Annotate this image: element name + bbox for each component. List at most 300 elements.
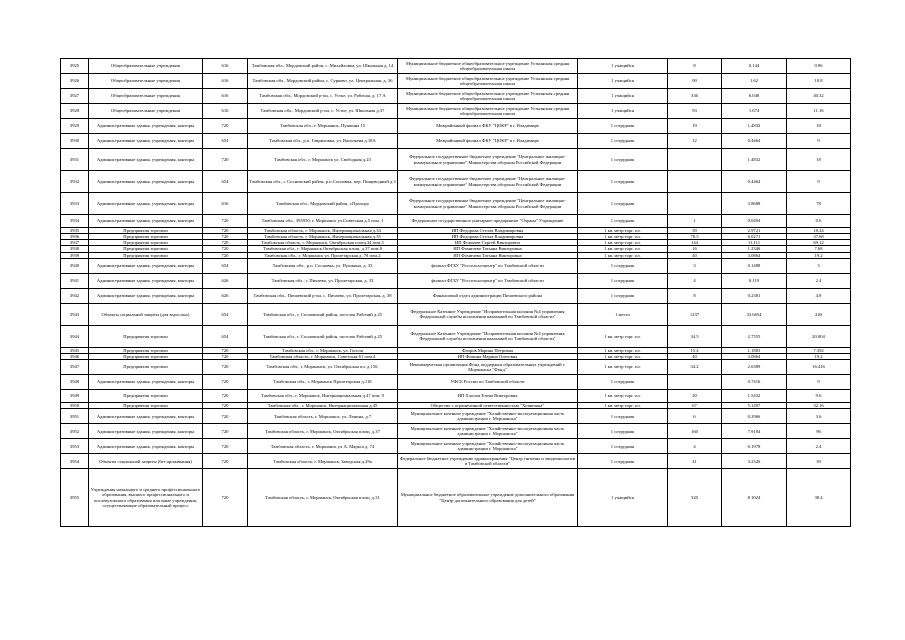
unit-cell: 1 сотрудник xyxy=(578,424,668,439)
code-cell: 626 xyxy=(203,288,248,303)
address-cell: Тамбовская область, г. Моршанск, Интернациональная д.35 xyxy=(248,234,398,240)
value-2-cell: 11.16 xyxy=(787,104,851,119)
address-cell: Тамбовская обл., г. Сосновский район, поселок Рабочий д.25 xyxy=(248,325,398,347)
code-cell: 654 xyxy=(203,134,248,149)
organization-cell: Общество с ограниченной ответственностью "Хозяюшка" xyxy=(398,402,578,408)
value-2-cell: 0.96 xyxy=(787,59,851,74)
table-row xyxy=(61,193,851,215)
organization-cell: ИП Федорова Стелла Владимировна xyxy=(398,228,578,234)
organization-cell: филиал ФГБУ "Россельхозцентр" по Тамбовской области xyxy=(398,273,578,288)
address-cell: Тамбовская обл., г. Моршанск Октябрьская площ. д.37 пом.8 xyxy=(248,246,398,252)
unit-cell: 1 кв. метр торг. пл. xyxy=(578,246,668,252)
object-category-cell: Объекты социальной защиты (без проживания) xyxy=(89,454,203,469)
table-row xyxy=(61,119,851,134)
value-2-cell: 9 xyxy=(787,171,851,193)
object-category-cell: Предприятия торговли xyxy=(89,353,203,359)
address-cell: Тамбовская обл., г. Моршанск Пролетарская д.118 xyxy=(248,374,398,389)
value-2-cell: 7.68 xyxy=(787,246,851,252)
value-2-cell: 4.8 xyxy=(787,288,851,303)
value-1-cell: 2.7555 xyxy=(722,325,787,347)
table-row xyxy=(61,89,851,104)
organization-cell: Муниципальное бюджетное образовательное учреждение дополнительного образования "Центр дополнительного образования для детей" xyxy=(398,469,578,527)
organization-cell: Муниципальное казенное учреждение "Хозяйственно-эксплуатационная часть администрации г. Моршанска" xyxy=(398,439,578,454)
row-number-cell: 3934 xyxy=(61,215,89,228)
organization-cell: Муниципальное бюджетное общеобразовательное учреждение Устьинская средняя общеобразовательная школа xyxy=(398,89,578,104)
table-row xyxy=(61,258,851,273)
code-cell: 720 xyxy=(203,234,248,240)
value-2-cell: 40.32 xyxy=(787,89,851,104)
value-1-cell: 11.111 xyxy=(722,240,787,246)
object-category-cell: Административные здания, учреждения, конторы xyxy=(89,149,203,171)
value-2-cell: 7.392 xyxy=(787,347,851,353)
quantity-cell: 144 xyxy=(668,240,722,246)
code-cell: 616 xyxy=(203,89,248,104)
quantity-cell: 3 xyxy=(668,258,722,273)
object-category-cell: Административные здания, учреждения, конторы xyxy=(89,374,203,389)
value-1-cell: 7.9104 xyxy=(722,424,787,439)
unit-cell: 1 кв. метр торг. пл. xyxy=(578,389,668,402)
code-cell: 654 xyxy=(203,171,248,193)
quantity-cell: 8 xyxy=(668,59,722,74)
row-number-cell: 3936 xyxy=(61,234,89,240)
value-2-cell: 2.4 xyxy=(787,273,851,288)
value-2-cell: 3.6 xyxy=(787,409,851,424)
address-cell: Тамбовская обл., г. Пичаево, ул. Пролетарская, д. 33 xyxy=(248,273,398,288)
unit-cell: 1 сотрудник xyxy=(578,171,668,193)
code-cell: 720 xyxy=(203,246,248,252)
unit-cell: 1 учащийся xyxy=(578,89,668,104)
value-1-cell: 1.4832 xyxy=(722,119,787,134)
organization-cell: филиал ФГБУ "Россельхозцентр" по Тамбовской области xyxy=(398,258,578,273)
table-row xyxy=(61,288,851,303)
value-1-cell: 1.2346 xyxy=(722,246,787,252)
organization-cell: Федеральное государственное бюджетное учреждение "Центральное жилищно-коммунальное управление" Министерства обороны Российской Федерации xyxy=(398,149,578,171)
object-category-cell: Общеобразовательные учреждения xyxy=(89,89,203,104)
object-category-cell: Административные здания, учреждения, конторы xyxy=(89,409,203,424)
table-row xyxy=(61,59,851,74)
organization-cell: ИП Фомичев Сергей Викторович xyxy=(398,240,578,246)
unit-cell: 1 сотрудник xyxy=(578,119,668,134)
object-category-cell: Учреждения начального и среднего профессионального образования, высшего профессионального и послевузовского образования или иные учреждения, осуществляющие образовательный процесс xyxy=(89,469,203,527)
unit-cell: 1 сотрудник xyxy=(578,134,668,149)
unit-cell: 1 учащийся xyxy=(578,74,668,89)
row-number-cell: 3935 xyxy=(61,228,89,234)
value-2-cell: 19.2 xyxy=(787,252,851,258)
value-1-cell: 0.119 xyxy=(722,273,787,288)
value-1-cell: 0.2381 xyxy=(722,288,787,303)
organization-cell: Муниципальное казенное учреждение "Хозяйственно-эксплуатационная часть администрации г. Моршанска" xyxy=(398,424,578,439)
value-2-cell: 2.4 xyxy=(787,439,851,454)
object-category-cell: Административные здания, учреждения, конторы xyxy=(89,215,203,228)
code-cell: 654 xyxy=(203,325,248,347)
organization-cell: Муниципальное бюджетное общеобразовательное учреждение Устьинская средняя общеобразовательная школа xyxy=(398,104,578,119)
quantity-cell: 40 xyxy=(668,353,722,359)
value-1-cell: 2.9721 xyxy=(722,228,787,234)
unit-cell: 1 место xyxy=(578,303,668,325)
object-category-cell: Предприятия торговли xyxy=(89,325,203,347)
object-category-cell: Предприятия торговли xyxy=(89,402,203,408)
value-2-cell: 37.68 xyxy=(787,234,851,240)
code-cell: 616 xyxy=(203,59,248,74)
value-1-cell: 1.674 xyxy=(722,104,787,119)
value-1-cell: 5.1497 xyxy=(722,402,787,408)
object-category-cell: Административные здания, учреждения, конторы xyxy=(89,258,203,273)
table-row xyxy=(61,149,851,171)
organization-cell: УФСБ России по Тамбовской области xyxy=(398,374,578,389)
row-number-cell: 3932 xyxy=(61,171,89,193)
row-number-cell: 3930 xyxy=(61,134,89,149)
value-2-cell: 18 xyxy=(787,119,851,134)
organization-cell: ИП Федорова Стелла Владимировна xyxy=(398,234,578,240)
value-1-cell: 0.0494 xyxy=(722,215,787,228)
quantity-cell xyxy=(668,193,722,215)
address-cell: Тамбовская обл., Мордовский р-он, с. Устье, ул. Школьная д.37 xyxy=(248,104,398,119)
row-number-cell: 3952 xyxy=(61,424,89,439)
address-cell: Тамбовская обл., р.п. Сосновка, ул. Пушкина, д. 33 xyxy=(248,258,398,273)
quantity-cell: 1 xyxy=(668,215,722,228)
object-category-cell: Административные здания, учреждения, конторы xyxy=(89,288,203,303)
quantity-cell xyxy=(668,374,722,389)
unit-cell: 1 сотрудник xyxy=(578,409,668,424)
value-1-cell: 1.4832 xyxy=(722,149,787,171)
value-2-cell: 16.416 xyxy=(787,359,851,374)
unit-cell: 1 кв. метр торг. пл. xyxy=(578,353,668,359)
unit-cell: 1 учащийся xyxy=(578,104,668,119)
row-number-cell: 3944 xyxy=(61,325,89,347)
address-cell: Тамбовская область, г. Моршанск, Октябрьская площ. д.37 xyxy=(248,424,398,439)
row-number-cell: 3941 xyxy=(61,273,89,288)
code-cell: 720 xyxy=(203,215,248,228)
organization-cell: Федеральное Казенное Учреждение "Исправительная колония №4 управления Федеральной службы исполнения наказаний по Тамбовской области" xyxy=(398,325,578,347)
row-number-cell: 3942 xyxy=(61,288,89,303)
quantity-cell: 34.5 xyxy=(668,325,722,347)
object-category-cell: Предприятия торговли xyxy=(89,246,203,252)
value-1-cell: 3.0864 xyxy=(722,252,787,258)
unit-cell: 1 кв. метр торг. пл. xyxy=(578,402,668,408)
code-cell: 720 xyxy=(203,424,248,439)
value-1-cell: 0.7416 xyxy=(722,374,787,389)
code-cell: 654 xyxy=(203,303,248,325)
quantity-cell: 41 xyxy=(668,454,722,469)
object-category-cell: Общеобразовательные учреждения xyxy=(89,104,203,119)
address-cell: Тамбовская обл., Мордовский район, с. Сурково, ул. Центральная, д. 36 xyxy=(248,74,398,89)
organization-cell: Межрайонный филиал ФКУ "ЦОКР" в г. Владимире xyxy=(398,134,578,149)
organization-cell: Федеральное Казенное Учреждение "Исправительная колония №4 управления Федеральной службы исполнения наказаний по Тамбовской области" xyxy=(398,303,578,325)
row-number-cell: 3955 xyxy=(61,469,89,527)
value-1-cell: 0.4464 xyxy=(722,134,787,149)
quantity-cell: 78.5 xyxy=(668,234,722,240)
row-number-cell: 3939 xyxy=(61,252,89,258)
value-2-cell: 69.12 xyxy=(787,240,851,246)
row-number-cell: 3937 xyxy=(61,240,89,246)
code-cell: 720 xyxy=(203,149,248,171)
value-2-cell: 18.24 xyxy=(787,228,851,234)
table-row xyxy=(61,359,851,374)
address-cell: Тамбовская обл., г. Моршанск ул. Пролетарская д. 78 пом.2 xyxy=(248,252,398,258)
value-1-cell: 3.0864 xyxy=(722,353,787,359)
organization-cell: Некоммерческая организация Фонд поддержки образовательных учреждений г. Моршанска "Фонд" xyxy=(398,359,578,374)
table-body xyxy=(61,59,851,527)
code-cell: 616 xyxy=(203,193,248,215)
code-cell: 720 xyxy=(203,347,248,353)
address-cell: Тамбовская обл., г. Моршанск, Интернациональная д.47 пом. 9 xyxy=(248,389,398,402)
object-category-cell: Предприятия торговли xyxy=(89,359,203,374)
unit-cell: 1 сотрудник xyxy=(578,215,668,228)
unit-cell: 1 сотрудник xyxy=(578,439,668,454)
quantity-cell: 39 xyxy=(668,228,722,234)
object-category-cell: Предприятия торговли xyxy=(89,347,203,353)
organization-cell: Федеральное государственное бюджетное учреждение "Центральное жилищно-коммунальное управление" Министерства обороны Российской Федерации xyxy=(398,171,578,193)
table-row xyxy=(61,171,851,193)
code-cell: 720 xyxy=(203,374,248,389)
object-category-cell: Административные здания, учреждения, конторы xyxy=(89,134,203,149)
value-2-cell: 9 xyxy=(787,374,851,389)
object-category-cell: Общеобразовательные учреждения xyxy=(89,74,203,89)
table-row xyxy=(61,74,851,89)
value-1-cell: 1.5432 xyxy=(722,389,787,402)
unit-cell: 1 сотрудник xyxy=(578,149,668,171)
code-cell: 654 xyxy=(203,258,248,273)
address-cell: Тамбовская область, г. Моршанск, Интернациональная д.34 xyxy=(248,228,398,234)
unit-cell: 1 сотрудник xyxy=(578,273,668,288)
address-cell: Тамбовская обл., г. Моршанск, Интернациональная д.45 xyxy=(248,402,398,408)
address-cell: Тамбовская обл., г. Сосновский район, р.п.Сосновка, пер. Пищеводный д.3 xyxy=(248,171,398,193)
row-number-cell: 3946 xyxy=(61,353,89,359)
address-cell: Тамбовская обл., г. Моршанск, ул. Гоголя xyxy=(248,347,398,353)
code-cell: 626 xyxy=(203,273,248,288)
address-cell: Тамбовская обл., 393950, г. Моршанск ул.Советская д.5 пом. 1 xyxy=(248,215,398,228)
row-number-cell: 3947 xyxy=(61,359,89,374)
address-cell: Тамбовская область, г. Моршанск, Октябрьская площ. д.31 xyxy=(248,469,398,527)
object-category-cell: Предприятия торговли xyxy=(89,389,203,402)
address-cell: Тамбовская область, г. Моршанск ул. Б. Маркса д. 74 xyxy=(248,439,398,454)
quantity-cell: 20 xyxy=(668,389,722,402)
value-1-cell: 6.0271 xyxy=(722,234,787,240)
value-2-cell: 19.2 xyxy=(787,353,851,359)
row-number-cell: 3925 xyxy=(61,59,89,74)
row-number-cell: 3927 xyxy=(61,89,89,104)
unit-cell: 1 кв. метр торг. пл. xyxy=(578,228,668,234)
address-cell: Тамбовская обл., Мордовский р-он, с. Устье, ул. Рабочая, д. 17 А xyxy=(248,89,398,104)
value-1-cell: 33.6654 xyxy=(722,303,787,325)
unit-cell: 1 кв. метр торг. пл. xyxy=(578,234,668,240)
quantity-cell: 12 xyxy=(668,134,722,149)
table-row xyxy=(61,325,851,347)
table-row xyxy=(61,469,851,527)
code-cell: 720 xyxy=(203,228,248,234)
address-cell: Тамбовская область, г. Моршанск, Заводская д.29а xyxy=(248,454,398,469)
unit-cell: 1 кв. метр торг. пл. xyxy=(578,240,668,246)
value-2-cell: 240 xyxy=(787,303,851,325)
value-2-cell: 9.6 xyxy=(787,389,851,402)
organization-cell: Межрайонный филиал ФКУ "ЦОКР" в г. Владимире xyxy=(398,119,578,134)
row-number-cell: 3933 xyxy=(61,193,89,215)
quantity-cell: 160 xyxy=(668,424,722,439)
code-cell: 616 xyxy=(203,104,248,119)
waste-registry-table xyxy=(60,58,851,527)
value-2-cell: 20.004 xyxy=(787,325,851,347)
value-1-cell: 8.1024 xyxy=(722,469,787,527)
row-number-cell: 3938 xyxy=(61,246,89,252)
code-cell: 720 xyxy=(203,454,248,469)
value-2-cell: 32.16 xyxy=(787,402,851,408)
code-cell: 720 xyxy=(203,409,248,424)
row-number-cell: 3948 xyxy=(61,374,89,389)
code-cell: 720 xyxy=(203,359,248,374)
value-1-cell: 0.4464 xyxy=(722,171,787,193)
unit-cell: 1 кв. метр торг. пл. xyxy=(578,325,668,347)
object-category-cell: Административные здания, учреждения, конторы xyxy=(89,119,203,134)
unit-cell: 1 сотрудник xyxy=(578,454,668,469)
organization-cell: Муниципальное бюджетное общеобразовательное учреждение Устьинская средняя общеобразовательная школа xyxy=(398,59,578,74)
table-row xyxy=(61,374,851,389)
code-cell: 720 xyxy=(203,119,248,134)
unit-cell: 1 сотрудник xyxy=(578,193,668,215)
object-category-cell: Объекты социальной защиты (для взрослых) xyxy=(89,303,203,325)
value-2-cell: 38.4 xyxy=(787,469,851,527)
organization-cell: Финансовый отдел администрации Пичаевского района xyxy=(398,288,578,303)
code-cell: 720 xyxy=(203,252,248,258)
value-1-cell: 0.2966 xyxy=(722,409,787,424)
table-row xyxy=(61,215,851,228)
code-cell: 616 xyxy=(203,74,248,89)
organization-cell: ИП Фомина Марина Олеговна xyxy=(398,353,578,359)
code-cell: 720 xyxy=(203,240,248,246)
row-number-cell: 3950 xyxy=(61,402,89,408)
row-number-cell: 3949 xyxy=(61,389,89,402)
row-number-cell: 3954 xyxy=(61,454,89,469)
object-category-cell: Административные здания, учреждения, конторы xyxy=(89,273,203,288)
organization-cell: ИП Фомичева Татьяна Викторовна xyxy=(398,252,578,258)
row-number-cell: 3951 xyxy=(61,409,89,424)
value-1-cell: 0.1978 xyxy=(722,439,787,454)
quantity-cell: 90 xyxy=(668,74,722,89)
address-cell: Тамбовская обл., г. Сосновский район, поселок Рабочий д.25 xyxy=(248,303,398,325)
value-1-cell: 1.62 xyxy=(722,74,787,89)
organization-cell: ИП Хлопов Елена Викторовна xyxy=(398,389,578,402)
code-cell: 720 xyxy=(203,402,248,408)
organization-cell: Муниципальное казенное учреждение "Хозяйственно-эксплуатационная часть администрации г. Моршанска" xyxy=(398,409,578,424)
table-row xyxy=(61,439,851,454)
quantity-cell: 4 xyxy=(668,273,722,288)
row-number-cell: 3929 xyxy=(61,119,89,134)
unit-cell: 1 учащийся xyxy=(578,59,668,74)
row-number-cell: 3945 xyxy=(61,347,89,353)
quantity-cell: 6 xyxy=(668,409,722,424)
code-cell: 720 xyxy=(203,439,248,454)
unit-cell: 1 кв. метр торг. пл. xyxy=(578,359,668,374)
quantity-cell: 1237 xyxy=(668,303,722,325)
value-1-cell: 6.048 xyxy=(722,89,787,104)
value-2-cell: 9 xyxy=(787,134,851,149)
code-cell: 720 xyxy=(203,389,248,402)
object-category-cell: Административные здания, учреждения, конторы xyxy=(89,424,203,439)
unit-cell: 1 учащийся xyxy=(578,469,668,527)
row-number-cell: 3926 xyxy=(61,74,89,89)
organization-cell: Федеральное бюджетное учреждение здравоохранения "Центр гигиены и эпидемиологии в Тамбовской области" xyxy=(398,454,578,469)
table-row xyxy=(61,454,851,469)
code-cell: 720 xyxy=(203,353,248,359)
quantity-cell: 40 xyxy=(668,252,722,258)
quantity-cell: 67 xyxy=(668,402,722,408)
row-number-cell: 3940 xyxy=(61,258,89,273)
row-number-cell: 3928 xyxy=(61,104,89,119)
quantity-cell: 93 xyxy=(668,104,722,119)
table-row xyxy=(61,134,851,149)
address-cell: Тамбовская обл., Пичаевский р-он, с. Пичаево, ул. Пролетарская, д. 38 xyxy=(248,288,398,303)
address-cell: Тамбовская обл., р.п. Гавриловка, ул. Васильева д.18А xyxy=(248,134,398,149)
value-2-cell: 0.6 xyxy=(787,215,851,228)
quantity-cell: 4 xyxy=(668,439,722,454)
table-row xyxy=(61,409,851,424)
organization-cell: Федеральное государственное бюджетное учреждение "Центральное жилищно-коммунальное управление" Министерства обороны Российской Федерации xyxy=(398,193,578,215)
value-1-cell: 1.1883 xyxy=(722,347,787,353)
table-row xyxy=(61,273,851,288)
object-category-cell: Предприятия торговли xyxy=(89,228,203,234)
document-page xyxy=(60,58,850,527)
quantity-cell xyxy=(668,149,722,171)
address-cell: Тамбовская обл., г. Моршанск, Пушкина 15 xyxy=(248,119,398,134)
quantity-cell: 320 xyxy=(668,469,722,527)
quantity-cell: 15.4 xyxy=(668,347,722,353)
quantity-cell: 8 xyxy=(668,288,722,303)
value-1-cell: 0.1488 xyxy=(722,258,787,273)
organization-cell: Флоров Марина Петровна xyxy=(398,347,578,353)
unit-cell: 1 сотрудник xyxy=(578,258,668,273)
value-1-cell: 3.8688 xyxy=(722,193,787,215)
object-category-cell: Предприятия торговли xyxy=(89,240,203,246)
object-category-cell: Предприятия торговли xyxy=(89,252,203,258)
address-cell: Тамбовская обл., Мордовский район, г.Прохоро xyxy=(248,193,398,215)
unit-cell: 1 сотрудник xyxy=(578,374,668,389)
organization-cell: Муниципальное бюджетное общеобразовательное учреждение Устьинская средняя общеобразовательная школа xyxy=(398,74,578,89)
organization-cell: ИП Фомичева Татьяна Викторовна xyxy=(398,246,578,252)
quantity-cell: 16 xyxy=(668,246,722,252)
organization-cell: Федеральное государственное унитарное предприятие "Охрана" Учреждение xyxy=(398,215,578,228)
table-row xyxy=(61,424,851,439)
address-cell: Тамбовская область, г. Моршанск, Октябрьская площ.34 пом.3 xyxy=(248,240,398,246)
quantity-cell: 19 xyxy=(668,119,722,134)
object-category-cell: Предприятия торговли xyxy=(89,234,203,240)
row-number-cell: 3943 xyxy=(61,303,89,325)
value-2-cell: 96 xyxy=(787,424,851,439)
address-cell: Тамбовская обл., Мордовский район, с. Михайловка, ул. Школьная д. 14 xyxy=(248,59,398,74)
unit-cell: 1 сотрудник xyxy=(578,288,668,303)
quantity-cell: 336 xyxy=(668,89,722,104)
address-cell: Тамбовская обл., г. Моршанск, ул. Октябрьская пл. д.15б, xyxy=(248,359,398,374)
object-category-cell: Общеобразовательные учреждения xyxy=(89,59,203,74)
value-2-cell: 3 xyxy=(787,258,851,273)
table-row xyxy=(61,303,851,325)
value-2-cell: 39 xyxy=(787,454,851,469)
address-cell: Тамбовская обл., г. Моршанск ул. Свободная д.23 xyxy=(248,149,398,171)
table-row xyxy=(61,389,851,402)
row-number-cell: 3953 xyxy=(61,439,89,454)
table-row xyxy=(61,104,851,119)
object-category-cell: Административные здания, учреждения, конторы xyxy=(89,439,203,454)
address-cell: Тамбовская область, г. Моршанск, Советская 61 пом.4 xyxy=(248,353,398,359)
value-2-cell: 78 xyxy=(787,193,851,215)
value-2-cell: 18 xyxy=(787,149,851,171)
code-cell: 720 xyxy=(203,469,248,527)
object-category-cell: Административные здания, учреждения, конторы xyxy=(89,171,203,193)
value-1-cell: 0.144 xyxy=(722,59,787,74)
quantity-cell xyxy=(668,171,722,193)
address-cell: Тамбовская область, г. Моршанск, ул. Ленина, д.7 xyxy=(248,409,398,424)
unit-cell: 1 кв. метр торг. пл. xyxy=(578,252,668,258)
value-1-cell: 2.6389 xyxy=(722,359,787,374)
object-category-cell: Административные здания, учреждения, конторы xyxy=(89,193,203,215)
